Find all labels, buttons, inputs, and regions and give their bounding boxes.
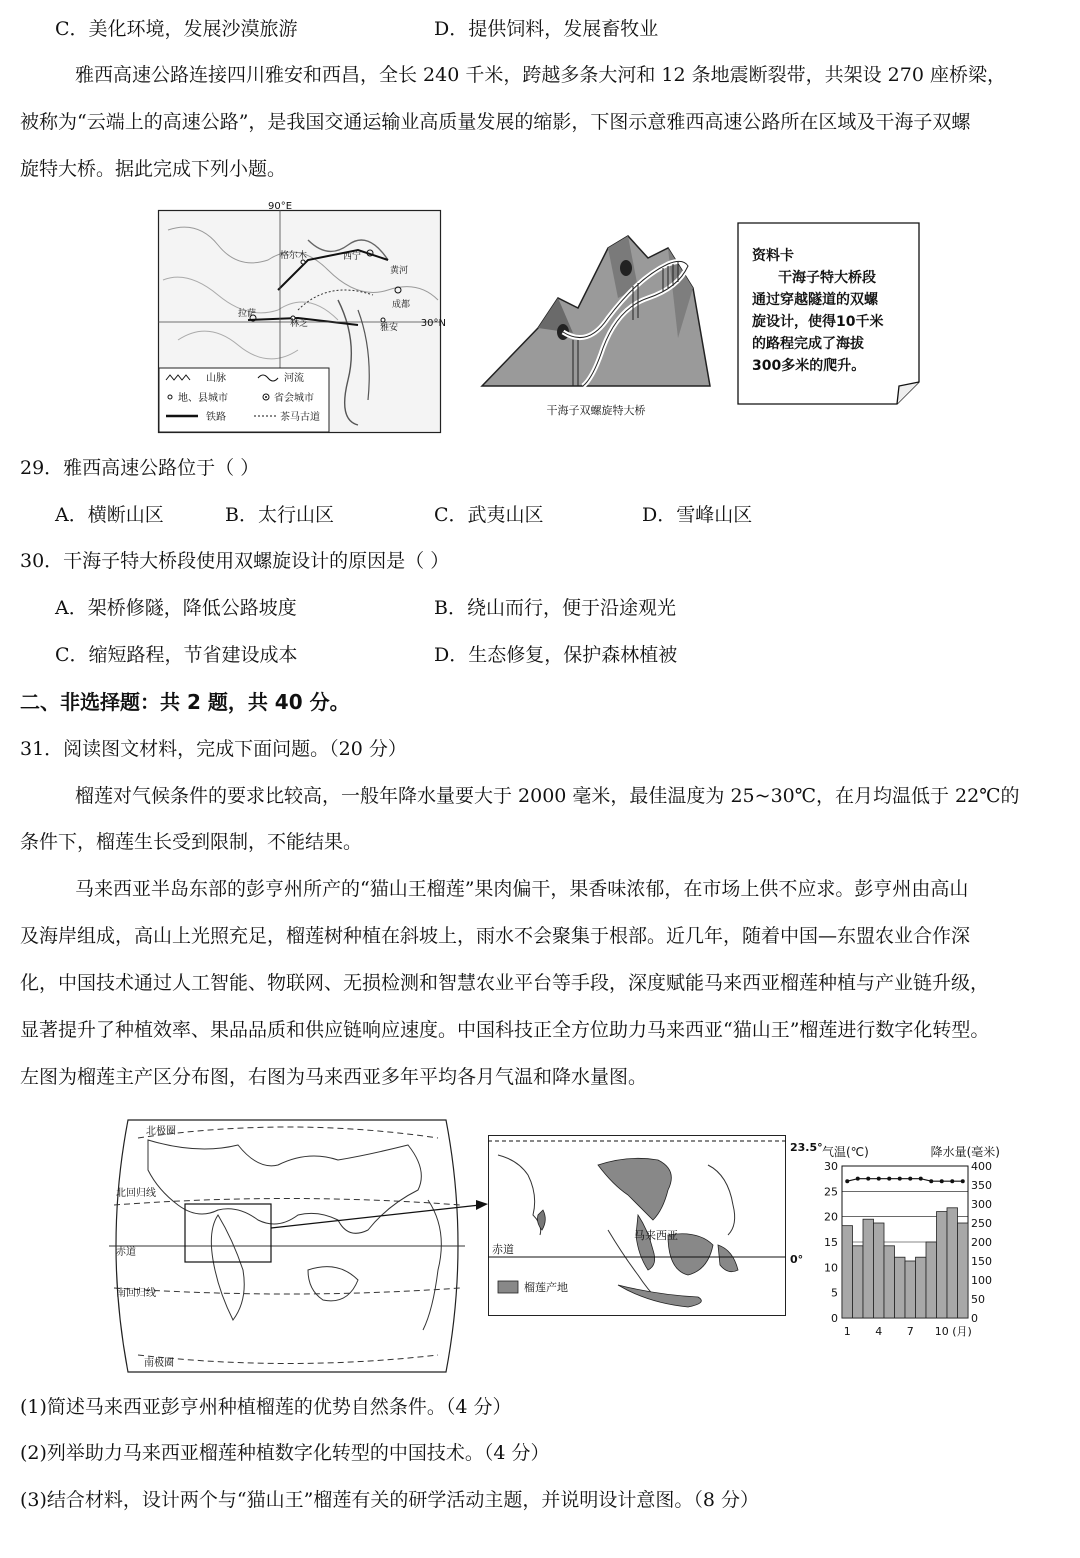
- x-unit-label: (月): [952, 1325, 972, 1338]
- q28-option-d: D．提供饲料，发展畜牧业: [434, 18, 659, 40]
- passage1-line2: 被称为“云端上的高速公路”，是我国交通运输业高质量发展的缩影，下图示意雅西高速公路所在区域及干海子双螺: [20, 111, 971, 133]
- q31-p1-line1: 榴莲对气候条件的要求比较高，一般年降水量要大于 2000 毫米，最佳温度为 25~30℃，在月均温低于 22℃的: [75, 785, 1020, 807]
- q31-p2-line1: 马来西亚半岛东部的彭亨州所产的“猫山王榴莲”果肉偏干，果香味浓郁，在市场上供不应求。彭亨州由高山: [75, 878, 969, 900]
- right-axis-title: 降水量(毫米): [930, 1145, 1000, 1159]
- left-tick-label: 20: [824, 1210, 838, 1224]
- q31-stem: 31．阅读图文材料，完成下面问题。（20 分）: [20, 738, 407, 760]
- bridge-caption: 干海子双螺旋特大桥: [546, 404, 646, 417]
- place-xining: 西宁: [343, 252, 362, 262]
- card-line3: 旋设计，使得10千米: [752, 314, 884, 330]
- world-map: [108, 1110, 466, 1380]
- q30-option-b: B．绕山而行，便于沿途观光: [434, 597, 676, 619]
- region-map: [158, 200, 446, 434]
- left-tick-label: 10: [824, 1261, 838, 1275]
- x-tick-label: 1: [843, 1325, 851, 1338]
- q29-option-d: D．雪峰山区: [642, 504, 753, 526]
- place-nyingchi: 林芝: [290, 319, 309, 329]
- x-tick-label: 7: [906, 1325, 914, 1338]
- arctic-circle-label: 北极圈: [146, 1126, 176, 1137]
- left-tick-label: 30: [824, 1160, 838, 1173]
- q31-p2-line3: 化，中国技术通过人工智能、物联网、无损检测和智慧农业平台等手段，深度赋能马来西亚榴莲种植与产业链升级，: [20, 972, 990, 994]
- q30-option-c: C．缩短路程，节省建设成本: [55, 644, 298, 666]
- legend-tea-road: 茶马古道: [280, 412, 320, 423]
- temp-point: [961, 1179, 965, 1183]
- precip-bar: [863, 1219, 874, 1318]
- place-lhasa: 拉萨: [238, 309, 257, 319]
- temp-point: [929, 1179, 933, 1183]
- precip-bar: [842, 1226, 853, 1318]
- temp-point: [845, 1179, 849, 1183]
- sea-equator-label: 赤道: [492, 1243, 514, 1256]
- right-tick-label: 300: [971, 1198, 992, 1211]
- right-tick-label: 150: [971, 1255, 992, 1268]
- tropic-north-label: 北回归线: [116, 1188, 156, 1199]
- q31-p2-line4: 显著提升了种植效率、果品品质和供应链响应速度。中国科技正全方位助力马来西亚“猫山王”榴莲进行数字化转型。: [20, 1019, 990, 1041]
- card-line1: 干海子特大桥段: [778, 270, 876, 286]
- precip-bar: [926, 1242, 937, 1318]
- temp-point: [950, 1179, 954, 1183]
- precip-bar: [853, 1246, 864, 1318]
- place-golmud: 格尔木: [280, 251, 308, 261]
- temp-point: [919, 1177, 923, 1181]
- precip-bar: [884, 1246, 895, 1318]
- x-tick-label: 10: [934, 1325, 949, 1338]
- place-yellow-river: 黄河: [390, 266, 409, 276]
- q29-stem: 29．雅西高速公路位于（ ）: [20, 457, 260, 479]
- passage1-line3: 旋特大桥。据此完成下列小题。: [20, 158, 287, 180]
- climate-chart: [820, 1140, 1002, 1340]
- lon-label: 90°E: [268, 201, 293, 212]
- q29-option-c: C．武夷山区: [434, 504, 544, 526]
- section2-heading: 二、非选择题：共 2 题，共 40 分。: [20, 690, 350, 714]
- temp-point: [898, 1177, 902, 1181]
- q28-option-c: C．美化环境，发展沙漠旅游: [55, 18, 298, 40]
- right-tick-label: 250: [971, 1217, 992, 1230]
- precip-bar: [958, 1223, 969, 1318]
- right-tick-label: 0: [971, 1312, 978, 1325]
- legend-capital: 省会城市: [274, 393, 314, 404]
- legend-city: 地、县城市: [178, 393, 228, 404]
- left-tick-label: 0: [831, 1312, 838, 1325]
- left-tick-label: 25: [824, 1185, 838, 1199]
- card-line4: 的路程完成了海拔: [752, 336, 864, 352]
- antarctic-circle-label: 南极圈: [144, 1358, 174, 1369]
- tropic-south-label: 南回归线: [116, 1288, 156, 1299]
- malaysia-label: 马来西亚: [634, 1229, 678, 1242]
- temp-point: [877, 1177, 881, 1181]
- place-chengdu: 成都: [392, 300, 411, 310]
- precip-bar: [916, 1257, 927, 1318]
- card-line5: 300多米的爬升。: [752, 358, 866, 374]
- passage1-line1: 雅西高速公路连接四川雅安和西昌，全长 240 千米，跨越多条大河和 12 条地震断裂带，共架设 270 座桥梁，: [75, 64, 1006, 86]
- legend-mountain: 山脉: [206, 373, 226, 384]
- precip-bar: [874, 1223, 885, 1318]
- q31-p1-line2: 条件下，榴莲生长受到限制，不能结果。: [20, 831, 363, 853]
- q31-p2-line5: 左图为榴莲主产区分布图，右图为马来西亚多年平均各月气温和降水量图。: [20, 1066, 648, 1088]
- q29-option-b: B．太行山区: [225, 504, 334, 526]
- q31-sub2: (2)列举助力马来西亚榴莲种植数字化转型的中国技术。（4 分）: [20, 1442, 550, 1464]
- right-tick-label: 400: [971, 1160, 992, 1173]
- precip-bar: [905, 1261, 916, 1318]
- place-yaan: 雅安: [380, 323, 399, 333]
- equator-label: 赤道: [116, 1247, 136, 1258]
- card-line2: 通过穿越隧道的双螺: [752, 292, 878, 308]
- temp-point: [908, 1177, 912, 1181]
- q31-sub1: (1)简述马来西亚彭亨州种植榴莲的优势自然条件。（4 分）: [20, 1396, 512, 1418]
- right-tick-label: 200: [971, 1236, 992, 1249]
- legend-river: 河流: [284, 373, 304, 384]
- sea-map: [488, 1135, 823, 1335]
- right-tick-label: 350: [971, 1179, 992, 1192]
- q31-p2-line2: 及海岸组成，高山上光照充足，榴莲树种植在斜坡上，雨水不会聚集于根部。近几年，随着中国—东盟农业合作深: [20, 925, 971, 947]
- left-axis-title: 气温(℃): [822, 1145, 869, 1159]
- q30-option-d: D．生态修复，保护森林植被: [434, 644, 678, 666]
- left-tick-label: 5: [831, 1286, 838, 1300]
- q31-sub3: (3)结合材料，设计两个与“猫山王”榴莲有关的研学活动主题，并说明设计意图。（8 分）: [20, 1489, 759, 1511]
- q30-option-a: A．架桥修隧，降低公路坡度: [55, 597, 297, 619]
- precip-bar: [947, 1208, 958, 1318]
- sea-lat-equator: 0°: [790, 1253, 804, 1266]
- temp-point: [856, 1177, 860, 1181]
- right-tick-label: 50: [971, 1293, 985, 1306]
- precip-bar: [895, 1257, 906, 1318]
- left-tick-label: 15: [824, 1236, 838, 1249]
- lat-label: 30°N: [420, 318, 446, 329]
- bridge-illustration: [478, 228, 714, 420]
- right-tick-label: 100: [971, 1274, 992, 1287]
- temp-point: [887, 1177, 891, 1181]
- x-tick-label: 4: [875, 1325, 883, 1338]
- temp-point: [940, 1179, 944, 1183]
- q30-stem: 30．干海子特大桥段使用双螺旋设计的原因是（ ）: [20, 550, 450, 572]
- sea-lat-top: 23.5°: [790, 1141, 823, 1154]
- temp-point: [866, 1177, 870, 1181]
- q29-option-a: A．横断山区: [55, 504, 164, 526]
- legend-railway: 铁路: [206, 412, 226, 423]
- durian-legend: 榴莲产地: [524, 1281, 568, 1294]
- precip-bar: [937, 1212, 948, 1318]
- card-title: 资料卡: [752, 248, 794, 264]
